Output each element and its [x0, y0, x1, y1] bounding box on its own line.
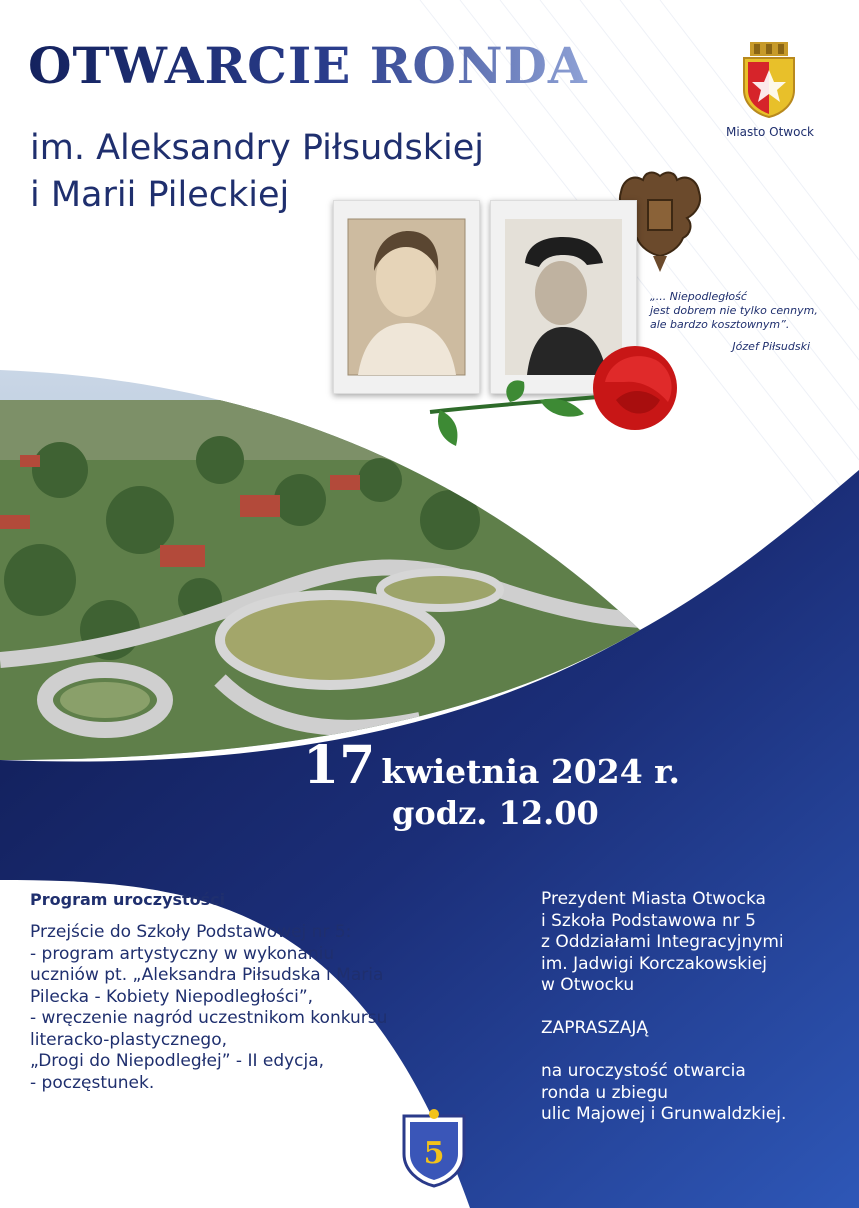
quote-author: Józef Piłsudski — [732, 340, 810, 353]
organizer-line: z Oddziałami Integracyjnymi — [541, 932, 784, 952]
quote-line-3: ale bardzo kosztownym”. — [650, 318, 790, 331]
quote-line-1: „... Niepodległość — [650, 290, 747, 303]
organizer-line: i Szkoła Podstawowa nr 5 — [541, 910, 756, 931]
program-line: Przejście do Szkoły Podstawowej nr 5: — [30, 922, 352, 942]
program-line: literacko-plastycznego, — [30, 1029, 228, 1050]
program-line: Pilecka - Kobiety Niepodległości”, — [30, 986, 314, 1007]
program-line: - program artystyczny w wykonaniu — [30, 943, 335, 964]
program-heading: Program uroczystości — [30, 890, 226, 909]
quote — [650, 290, 840, 332]
detail-line: ulic Majowej i Grunwaldzkiej. — [541, 1104, 787, 1124]
event-day: 17 — [303, 735, 376, 796]
page-title: OTWARCIE RONDA — [28, 36, 588, 95]
program-line: „Drogi do Niepodległej” - II edycja, — [30, 1051, 325, 1071]
school-5-emblem-icon — [398, 1108, 470, 1188]
event-time: godz. 12.00 — [392, 794, 599, 832]
event-date — [303, 735, 680, 796]
subtitle-line-2: i Marii Pileckiej — [30, 175, 290, 215]
quote-line-2: jest dobrem nie tylko cennym, — [650, 304, 818, 317]
organizer-line: im. Jadwigi Korczakowskiej — [541, 953, 768, 974]
organizers-block — [541, 889, 841, 1126]
program-line: - wręczenie nagród uczestnikom konkursu — [30, 1008, 388, 1028]
school-emblem-number: 5 — [423, 1136, 445, 1171]
organizer-line: Prezydent Miasta Otwocka — [541, 889, 766, 909]
program-line: - poczęstunek. — [30, 1072, 155, 1093]
otwock-coat-of-arms-icon — [740, 42, 798, 118]
coat-of-arms-label: Miasto Otwock — [725, 125, 814, 139]
program-line: uczniów pt. „Aleksandra Piłsudska i Maria — [30, 965, 384, 985]
detail-line: ronda u zbiegu — [541, 1082, 669, 1103]
organizer-line: w Otwocku — [541, 975, 635, 995]
program-list — [30, 922, 450, 1094]
invite-word: ZAPRASZAJĄ — [541, 1018, 648, 1038]
event-month-year: kwietnia 2024 r. — [381, 752, 681, 791]
detail-line: na uroczystość otwarcia — [541, 1061, 746, 1081]
red-rose-icon — [420, 330, 690, 455]
subtitle-line-1: im. Aleksandry Piłsudskiej — [30, 128, 484, 168]
